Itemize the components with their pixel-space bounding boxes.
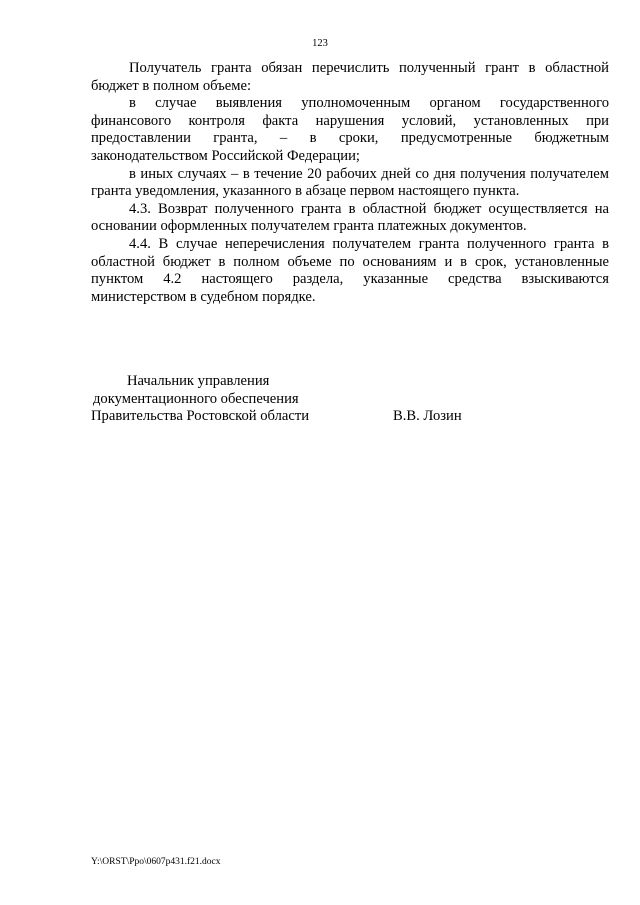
signature-block (91, 373, 609, 426)
footer-file-path: Y:\ORST\Ppo\0607p431.f21.docx (91, 857, 221, 867)
paragraph-violation-case: в случае выявления уполномоченным органом государственного финансового контроля факта нарушения условий, установленных при предоставлении гранта, – в сроки, предусмотренные бюджетным законодательством Российской Федерации; (91, 95, 609, 164)
paragraph-other-cases: в иных случаях – в течение 20 рабочих дней со дня получения получателем гранта уведомления, указанного в абзаце первом настоящего пункта. (91, 165, 609, 200)
paragraph-4-3: 4.3. Возврат полученного гранта в областной бюджет осуществляется на основании оформленных получателем гранта платежных документов. (91, 200, 609, 235)
paragraph-4-4: 4.4. В случае неперечисления получателем гранта полученного гранта в областной бюджет в полном объеме по основаниям и в срок, установленные пунктом 4.2 настоящего раздела, указанные средства взыскиваются министерством в судебном порядке. (91, 235, 609, 305)
signature-position-line2: документационного обеспечения (93, 390, 299, 407)
signatory-name: В.В. Лозин (393, 408, 462, 425)
document-body (91, 60, 609, 306)
signature-position-line1: Начальник управления (127, 373, 270, 389)
page-number: 123 (312, 38, 328, 49)
paragraph-obligation: Получатель гранта обязан перечислить полученный грант в областной бюджет в полном объеме: (91, 60, 609, 94)
signature-position-line3 (91, 408, 609, 426)
signature-organization: Правительства Ростовской области (91, 408, 310, 425)
